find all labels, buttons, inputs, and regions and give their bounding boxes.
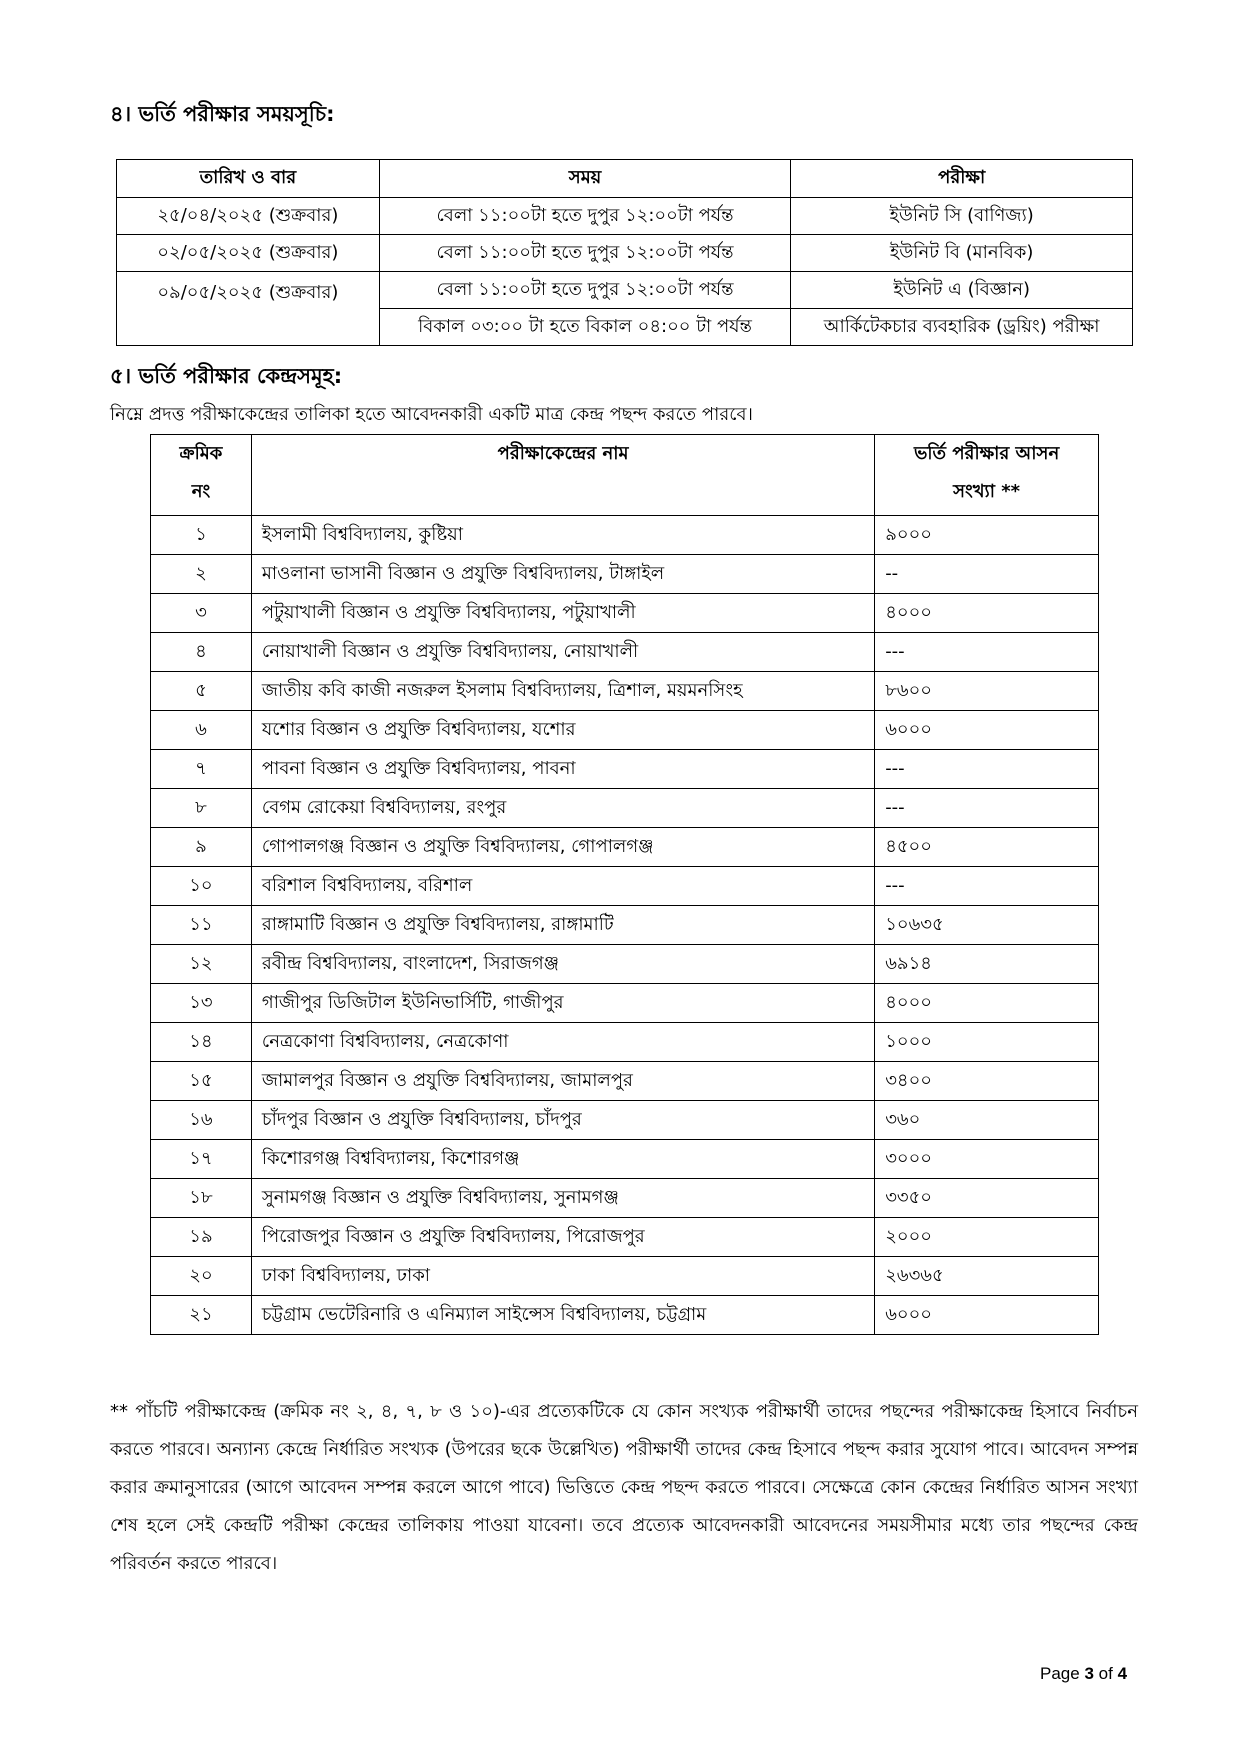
center-name: জাতীয় কবি কাজী নজরুল ইসলাম বিশ্ববিদ্যালয়, ত্রিশাল, ময়মনসিংহ — [251, 672, 874, 711]
exam-centers-table — [150, 434, 1099, 1335]
table-row — [151, 1062, 1099, 1101]
schedule-date: ০২/০৫/২০২৫ (শুক্রবার) — [117, 235, 380, 272]
center-seats: ৩৬০ — [875, 1101, 1099, 1140]
center-name: ইসলামী বিশ্ববিদ্যালয়, কুষ্টিয়া — [251, 516, 874, 555]
centers-body — [151, 516, 1099, 1335]
center-serial: ৪ — [151, 633, 252, 672]
center-name: রাঙ্গামাটি বিজ্ঞান ও প্রযুক্তি বিশ্ববিদ্যালয়, রাঙ্গামাটি — [251, 906, 874, 945]
table-row — [151, 594, 1099, 633]
page-of-label: of — [1098, 1664, 1113, 1683]
page-current: 3 — [1084, 1664, 1094, 1683]
center-serial: ৭ — [151, 750, 252, 789]
center-seats: --- — [875, 750, 1099, 789]
section-4-heading: ৪। ভর্তি পরীক্ষার সময়সূচি: — [110, 102, 335, 126]
center-seats: ৪০০০ — [875, 984, 1099, 1023]
center-serial: ২১ — [151, 1296, 252, 1335]
header-serial-line1: ক্রমিক — [179, 443, 223, 464]
center-seats: ৩৩৫০ — [875, 1179, 1099, 1218]
page-footer — [1040, 1664, 1127, 1684]
center-name: বেগম রোকেয়া বিশ্ববিদ্যালয়, রংপুর — [251, 789, 874, 828]
table-row — [151, 1257, 1099, 1296]
center-name: সুনামগঞ্জ বিজ্ঞান ও প্রযুক্তি বিশ্ববিদ্যালয়, সুনামগঞ্জ — [251, 1179, 874, 1218]
center-serial: ৯ — [151, 828, 252, 867]
center-serial: ৮ — [151, 789, 252, 828]
table-row — [151, 1179, 1099, 1218]
header-seats-line1: ভর্তি পরীক্ষার আসন — [913, 443, 1060, 464]
center-serial: ১৮ — [151, 1179, 252, 1218]
schedule-date: ২৫/০৪/২০২৫ (শুক্রবার) — [117, 198, 380, 235]
schedule-exam: ইউনিট বি (মানবিক) — [791, 235, 1133, 272]
schedule-time: বিকাল ০৩:০০ টা হতে বিকাল ০৪:০০ টা পর্যন্ত — [379, 309, 791, 346]
center-seats: ৬০০০ — [875, 711, 1099, 750]
center-seats: --- — [875, 633, 1099, 672]
schedule-exam: ইউনিট সি (বাণিজ্য) — [791, 198, 1133, 235]
center-name: রবীন্দ্র বিশ্ববিদ্যালয়, বাংলাদেশ, সিরাজগঞ্জ — [251, 945, 874, 984]
center-serial: ৩ — [151, 594, 252, 633]
table-row — [151, 750, 1099, 789]
center-seats: ২০০০ — [875, 1218, 1099, 1257]
center-seats: ৪০০০ — [875, 594, 1099, 633]
header-time: সময় — [379, 160, 791, 198]
center-serial: ১৪ — [151, 1023, 252, 1062]
section-5-intro: নিম্নে প্রদত্ত পরীক্ষাকেন্দ্রের তালিকা হতে আবেদনকারী একটি মাত্র কেন্দ্র পছন্দ করতে পারবে। — [110, 404, 753, 425]
center-seats: ৬০০০ — [875, 1296, 1099, 1335]
center-seats: ৩০০০ — [875, 1140, 1099, 1179]
schedule-time: বেলা ১১:০০টা হতে দুপুর ১২:০০টা পর্যন্ত — [379, 272, 791, 309]
center-seats: ৩৪০০ — [875, 1062, 1099, 1101]
center-seats: ৪৫০০ — [875, 828, 1099, 867]
table-row — [151, 906, 1099, 945]
center-name: চাঁদপুর বিজ্ঞান ও প্রযুক্তি বিশ্ববিদ্যালয়, চাঁদপুর — [251, 1101, 874, 1140]
centers-header-row — [151, 435, 1099, 516]
center-seats: --- — [875, 867, 1099, 906]
table-row — [151, 633, 1099, 672]
center-name: পিরোজপুর বিজ্ঞান ও প্রযুক্তি বিশ্ববিদ্যালয়, পিরোজপুর — [251, 1218, 874, 1257]
center-seats: ৬৯১৪ — [875, 945, 1099, 984]
center-name: ঢাকা বিশ্ববিদ্যালয়, ঢাকা — [251, 1257, 874, 1296]
center-seats: --- — [875, 789, 1099, 828]
table-row — [151, 828, 1099, 867]
center-serial: ৫ — [151, 672, 252, 711]
center-name: কিশোরগঞ্জ বিশ্ববিদ্যালয়, কিশোরগঞ্জ — [251, 1140, 874, 1179]
table-row — [151, 711, 1099, 750]
center-serial: ১৬ — [151, 1101, 252, 1140]
schedule-row — [117, 235, 1133, 272]
center-name: জামালপুর বিজ্ঞান ও প্রযুক্তি বিশ্ববিদ্যালয়, জামালপুর — [251, 1062, 874, 1101]
header-serial — [151, 435, 252, 516]
table-row — [151, 1101, 1099, 1140]
header-exam: পরীক্ষা — [791, 160, 1133, 198]
table-row — [151, 867, 1099, 906]
center-name: নেত্রকোণা বিশ্ববিদ্যালয়, নেত্রকোণা — [251, 1023, 874, 1062]
schedule-time: বেলা ১১:০০টা হতে দুপুর ১২:০০টা পর্যন্ত — [379, 235, 791, 272]
center-name: পাবনা বিজ্ঞান ও প্রযুক্তি বিশ্ববিদ্যালয়, পাবনা — [251, 750, 874, 789]
center-serial: ২০ — [151, 1257, 252, 1296]
center-serial: ১০ — [151, 867, 252, 906]
schedule-exam: ইউনিট এ (বিজ্ঞান) — [791, 272, 1133, 309]
center-seats: -- — [875, 555, 1099, 594]
center-seats: ২৬৩৬৫ — [875, 1257, 1099, 1296]
center-serial: ১৯ — [151, 1218, 252, 1257]
center-serial: ২ — [151, 555, 252, 594]
table-row — [151, 1023, 1099, 1062]
center-serial: ৬ — [151, 711, 252, 750]
schedule-date: ০৯/০৫/২০২৫ (শুক্রবার) — [117, 272, 380, 346]
center-seats: ৯০০০ — [875, 516, 1099, 555]
header-center-name: পরীক্ষাকেন্দ্রের নাম — [251, 435, 874, 516]
table-row — [151, 984, 1099, 1023]
table-row — [151, 1296, 1099, 1335]
center-name: মাওলানা ভাসানী বিজ্ঞান ও প্রযুক্তি বিশ্ববিদ্যালয়, টাঙ্গাইল — [251, 555, 874, 594]
header-seats — [875, 435, 1099, 516]
header-seats-line2: সংখ্যা ** — [953, 481, 1021, 502]
center-serial: ১২ — [151, 945, 252, 984]
center-seats: ১০০০ — [875, 1023, 1099, 1062]
table-row — [151, 1218, 1099, 1257]
schedule-row — [117, 198, 1133, 235]
schedule-table — [116, 159, 1133, 346]
center-name: নোয়াখালী বিজ্ঞান ও প্রযুক্তি বিশ্ববিদ্যালয়, নোয়াখালী — [251, 633, 874, 672]
footnote: ** পাঁচটি পরীক্ষাকেন্দ্র (ক্রমিক নং ২, ৪, ৭, ৮ ও ১০)-এর প্রত্যেকটিকে যে কোন সংখ্যক পরীক্ষার্থী তাদের পছন্দের পরীক্ষাকেন্দ্র হিসাবে নির্বাচন করতে পারবে। অন্যান্য কেন্দ্রে নির্ধারিত সংখ্যক (উপরের ছকে উল্লেখিত) পরীক্ষার্থী তাদের কেন্দ্র হিসাবে পছন্দ করার সুযোগ পাবে। আবেদন সম্পন্ন করার ক্রমানুসারের (আগে আবেদন সম্পন্ন করলে আগে পাবে) ভিত্তিতে কেন্দ্র পছন্দ করতে পারবে। সেক্ষেত্রে কোন কেন্দ্রের নির্ধারিত আসন সংখ্যা শেষ হলে সেই কেন্দ্রটি পরীক্ষা কেন্দ্রের তালিকায় পাওয়া যাবেনা। তবে প্রত্যেক আবেদনকারী আবেদনের সময়সীমার মধ্যে তার পছন্দের কেন্দ্র পরিবর্তন করতে পারবে। — [110, 1401, 1138, 1574]
page-label: Page — [1040, 1664, 1080, 1683]
center-name: গোপালগঞ্জ বিজ্ঞান ও প্রযুক্তি বিশ্ববিদ্যালয়, গোপালগঞ্জ — [251, 828, 874, 867]
center-name: গাজীপুর ডিজিটাল ইউনিভার্সিটি, গাজীপুর — [251, 984, 874, 1023]
center-name: যশোর বিজ্ঞান ও প্রযুক্তি বিশ্ববিদ্যালয়, যশোর — [251, 711, 874, 750]
table-row — [151, 1140, 1099, 1179]
table-row — [151, 789, 1099, 828]
center-serial: ১৫ — [151, 1062, 252, 1101]
center-serial: ১১ — [151, 906, 252, 945]
schedule-time: বেলা ১১:০০টা হতে দুপুর ১২:০০টা পর্যন্ত — [379, 198, 791, 235]
table-row — [151, 672, 1099, 711]
table-row — [151, 945, 1099, 984]
header-serial-line2: নং — [191, 481, 211, 502]
center-name: পটুয়াখালী বিজ্ঞান ও প্রযুক্তি বিশ্ববিদ্যালয়, পটুয়াখালী — [251, 594, 874, 633]
schedule-exam: আর্কিটেকচার ব্যবহারিক (ড্রয়িং) পরীক্ষা — [791, 309, 1133, 346]
table-row — [151, 516, 1099, 555]
center-serial: ১ — [151, 516, 252, 555]
schedule-row — [117, 272, 1133, 309]
table-row — [151, 555, 1099, 594]
section-5-heading: ৫। ভর্তি পরীক্ষার কেন্দ্রসমূহ: — [110, 364, 343, 388]
center-serial: ১৭ — [151, 1140, 252, 1179]
header-date: তারিখ ও বার — [117, 160, 380, 198]
schedule-header-row — [117, 160, 1133, 198]
center-serial: ১৩ — [151, 984, 252, 1023]
center-name: চট্টগ্রাম ভেটেরিনারি ও এনিম্যাল সাইন্সেস বিশ্ববিদ্যালয়, চট্টগ্রাম — [251, 1296, 874, 1335]
page-total: 4 — [1117, 1664, 1128, 1683]
center-seats: ৮৬০০ — [875, 672, 1099, 711]
center-seats: ১০৬৩৫ — [875, 906, 1099, 945]
center-name: বরিশাল বিশ্ববিদ্যালয়, বরিশাল — [251, 867, 874, 906]
